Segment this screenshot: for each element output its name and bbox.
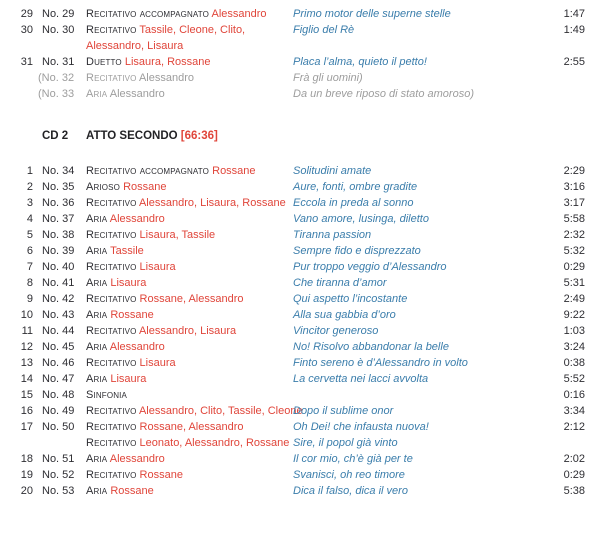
piece-title: Oh Dei! che infausta nuova!	[293, 421, 429, 433]
cd1-track-list	[0, 6, 585, 102]
genre-and-cast	[86, 179, 293, 195]
track-number: 8	[26, 277, 33, 289]
genre-label: Recitativo	[86, 325, 137, 337]
catalog-number: No. 44	[42, 325, 75, 337]
track-row	[0, 355, 585, 371]
piece-title: Sire, il popol già vinto	[293, 437, 398, 449]
cast-names-line2: Alessandro, Lisaura	[86, 40, 184, 52]
track-number: 6	[26, 245, 33, 257]
catalog-number: No. 53	[42, 485, 75, 497]
catalog-number: No. 46	[42, 357, 75, 369]
piece-title: Solitudini amate	[293, 165, 372, 177]
duration: 1:03	[563, 325, 585, 337]
genre-and-cast	[86, 86, 293, 102]
duration: 3:17	[563, 197, 585, 209]
genre-label: Recitativo	[86, 261, 137, 273]
genre-and-cast	[86, 54, 293, 70]
piece-title: Pur troppo veggio d’Alessandro	[293, 261, 447, 273]
catalog-number: No. 45	[42, 341, 75, 353]
track-row	[0, 259, 585, 275]
genre-label: Sinfonia	[86, 389, 127, 401]
genre-label: Recitativo accompagnato	[86, 165, 210, 177]
cast-names: Alessandro	[109, 453, 165, 465]
track-number: 16	[20, 405, 33, 417]
genre-label: Recitativo	[86, 405, 137, 417]
genre-and-cast	[86, 403, 303, 419]
duration: 2:29	[563, 165, 585, 177]
cd-label: CD 2	[42, 130, 69, 142]
track-number: 5	[26, 229, 33, 241]
genre-and-cast	[86, 6, 293, 22]
cast-names: Lisaura	[110, 373, 147, 385]
duration: 2:02	[563, 453, 585, 465]
genre-and-cast	[86, 22, 293, 54]
duration	[537, 86, 585, 102]
cast-names: Lisaura, Tassile	[139, 229, 216, 241]
duration: 1:47	[563, 8, 585, 20]
duration: 0:29	[563, 469, 585, 481]
catalog-number: No. 47	[42, 373, 75, 385]
piece-title: Eccola in preda al sonno	[293, 197, 414, 209]
track-number: 29	[20, 8, 33, 20]
genre-and-cast	[86, 307, 293, 323]
track-number: 3	[26, 197, 33, 209]
catalog-number: No. 30	[42, 24, 75, 36]
track-row	[0, 70, 585, 86]
genre-label: Recitativo	[86, 469, 137, 481]
duration: 5:38	[563, 485, 585, 497]
duration: 3:16	[563, 181, 585, 193]
genre-and-cast	[86, 339, 293, 355]
piece-title: Il cor mio, ch’è già per te	[293, 453, 413, 465]
cast-names: Lisaura	[110, 277, 147, 289]
cast-names: Rossane, Alessandro	[139, 421, 244, 433]
track-row	[0, 467, 585, 483]
duration: 5:58	[563, 213, 585, 225]
genre-and-cast	[86, 419, 293, 435]
piece-title: Tiranna passion	[293, 229, 372, 241]
genre-label: Recitativo	[86, 24, 137, 36]
track-number: 30	[20, 24, 33, 36]
genre-and-cast	[86, 243, 293, 259]
genre-label: Recitativo	[86, 293, 137, 305]
cast-names: Alessandro, Clito, Tassile, Cleone	[138, 405, 303, 417]
act-title-line	[86, 128, 585, 144]
cast-names: Rossane, Alessandro	[139, 293, 244, 305]
genre-label: Aria	[86, 373, 108, 385]
cast-names: Rossane	[110, 485, 154, 497]
catalog-number: No. 38	[42, 229, 75, 241]
piece-title	[293, 387, 537, 403]
track-row	[0, 195, 585, 211]
piece-title: Vincitor generoso	[293, 325, 379, 337]
genre-and-cast	[86, 275, 293, 291]
track-number: 4	[26, 213, 33, 225]
genre-label: Duetto	[86, 56, 122, 68]
track-row	[0, 6, 585, 22]
genre-label: Aria	[86, 245, 108, 257]
cast-names: Alessandro, Lisaura, Rossane	[138, 197, 286, 209]
genre-and-cast	[86, 70, 293, 86]
cast-names: Alessandro	[109, 213, 165, 225]
track-row	[0, 435, 585, 451]
catalog-number: No. 31	[42, 56, 75, 68]
act-duration: [66:36]	[180, 130, 218, 142]
track-row	[0, 387, 585, 403]
track-number: 31	[20, 56, 33, 68]
track-row	[0, 403, 585, 419]
genre-and-cast	[86, 291, 293, 307]
act-title: ATTO SECONDO	[86, 130, 178, 142]
genre-label: Aria	[86, 277, 108, 289]
catalog-number: No. 39	[42, 245, 75, 257]
piece-title: Alla sua gabbia d’oro	[293, 309, 396, 321]
track-number: 2	[26, 181, 33, 193]
catalog-number: No. 34	[42, 165, 75, 177]
duration: 0:16	[563, 389, 585, 401]
cast-names: Rossane	[110, 309, 154, 321]
track-row	[0, 483, 585, 499]
track-number: 11	[21, 325, 33, 337]
track-number	[0, 435, 33, 451]
track-number: 17	[20, 421, 33, 433]
genre-label: Aria	[86, 213, 108, 225]
track-row	[0, 291, 585, 307]
piece-title: Che tiranna d’amor	[293, 277, 387, 289]
track-row	[0, 179, 585, 195]
catalog-number: No. 49	[42, 405, 75, 417]
piece-title: Svanisci, oh reo timore	[293, 469, 405, 481]
genre-and-cast	[86, 259, 293, 275]
piece-title: Finto sereno è d’Alessandro in volto	[293, 357, 468, 369]
piece-title: Dica il falso, dica il vero	[293, 485, 408, 497]
genre-label: Aria	[86, 453, 108, 465]
track-row	[0, 419, 585, 435]
piece-title: La cervetta nei lacci avvolta	[293, 373, 429, 385]
cast-names: Lisaura	[139, 261, 176, 273]
track-number	[0, 86, 33, 102]
genre-label: Aria	[86, 309, 108, 321]
duration: 5:52	[563, 373, 585, 385]
catalog-number	[33, 435, 86, 451]
cast-names: Rossane	[212, 165, 256, 177]
track-row	[0, 371, 585, 387]
genre-label: Recitativo accompagnato	[86, 8, 210, 20]
genre-label: Aria	[86, 88, 108, 100]
catalog-number: No. 51	[42, 453, 75, 465]
catalog-number: No. 29	[42, 8, 75, 20]
genre-and-cast	[86, 195, 293, 211]
track-number: 13	[20, 357, 33, 369]
piece-title: Primo motor delle superne stelle	[293, 8, 451, 20]
piece-title: Sempre fido e disprezzato	[293, 245, 421, 257]
piece-title: Figlio del Rè	[293, 24, 355, 36]
genre-and-cast	[86, 371, 293, 387]
genre-and-cast	[86, 227, 293, 243]
catalog-number: No. 43	[42, 309, 75, 321]
piece-title: Dopo il sublime onor	[293, 405, 394, 417]
genre-and-cast	[86, 323, 293, 339]
genre-and-cast	[86, 483, 293, 499]
track-row	[0, 227, 585, 243]
piece-title: No! Risolvo abbandonar la belle	[293, 341, 449, 353]
duration: 2:32	[563, 229, 585, 241]
cast-names: Rossane	[123, 181, 167, 193]
piece-title: Qui aspetto l’incostante	[293, 293, 408, 305]
genre-label: Recitativo	[86, 421, 137, 433]
track-number: 1	[26, 165, 33, 177]
cast-names: Alessandro	[109, 341, 165, 353]
duration: 1:49	[563, 24, 585, 36]
track-row	[0, 323, 585, 339]
duration: 3:34	[563, 405, 585, 417]
track-number: 20	[20, 485, 33, 497]
track-number	[0, 70, 33, 86]
track-number: 14	[20, 373, 33, 385]
genre-label: Aria	[86, 341, 108, 353]
catalog-number: No. 52	[42, 469, 75, 481]
track-number: 7	[26, 261, 33, 273]
duration: 0:38	[563, 357, 585, 369]
duration: 5:31	[563, 277, 585, 289]
genre-label: Recitativo	[86, 357, 137, 369]
track-number: 19	[20, 469, 33, 481]
genre-label: Recitativo	[86, 197, 137, 209]
catalog-number: No. 36	[42, 197, 75, 209]
cast-names: Lisaura, Rossane	[124, 56, 211, 68]
track-row	[0, 86, 585, 102]
genre-label: Aria	[86, 485, 108, 497]
cast-names: Alessandro	[138, 72, 194, 84]
genre-and-cast	[86, 387, 293, 403]
track-row	[0, 339, 585, 355]
piece-title: Frà gli uomini)	[293, 72, 363, 84]
genre-and-cast	[86, 211, 293, 227]
genre-label: Arioso	[86, 181, 121, 193]
track-number: 10	[20, 309, 33, 321]
genre-label: Recitativo	[86, 229, 137, 241]
track-row	[0, 54, 585, 70]
track-row	[0, 275, 585, 291]
track-row	[0, 163, 585, 179]
catalog-number: No. 48	[42, 389, 75, 401]
piece-title: Aure, fonti, ombre gradite	[293, 181, 418, 193]
piece-title: Placa l’alma, quieto il petto!	[293, 56, 427, 68]
duration: 3:24	[563, 341, 585, 353]
track-number: 9	[26, 293, 33, 305]
track-row	[0, 22, 585, 54]
duration	[537, 70, 585, 86]
cast-names: Alessandro, Lisaura	[138, 325, 237, 337]
catalog-number: No. 50	[42, 421, 75, 433]
track-number: 18	[20, 453, 33, 465]
cast-names: Rossane	[139, 469, 183, 481]
cast-names: Alessandro	[211, 8, 267, 20]
catalog-number: (No. 32	[38, 72, 75, 84]
genre-and-cast	[86, 435, 293, 451]
track-row	[0, 211, 585, 227]
cast-names: Alessandro	[109, 88, 165, 100]
duration: 9:22	[563, 309, 585, 321]
piece-title: Da un breve riposo di stato amoroso)	[293, 88, 474, 100]
genre-label: Recitativo	[86, 437, 137, 449]
catalog-number: (No. 33	[38, 88, 75, 100]
genre-and-cast	[86, 451, 293, 467]
track-number: 12	[20, 341, 33, 353]
piece-title: Vano amore, lusinga, diletto	[293, 213, 429, 225]
cast-names: Leonato, Alessandro, Rossane	[139, 437, 290, 449]
catalog-number: No. 41	[42, 277, 75, 289]
track-row	[0, 243, 585, 259]
duration: 2:55	[563, 56, 585, 68]
genre-and-cast	[86, 163, 293, 179]
duration: 0:29	[563, 261, 585, 273]
genre-and-cast	[86, 355, 293, 371]
duration: 5:32	[563, 245, 585, 257]
duration: 2:49	[563, 293, 585, 305]
cast-names: Lisaura	[139, 357, 176, 369]
cast-names: Tassile, Cleone, Clito,	[139, 24, 246, 36]
track-row	[0, 307, 585, 323]
catalog-number: No. 37	[42, 213, 75, 225]
track-number: 15	[20, 389, 33, 401]
track-row	[0, 451, 585, 467]
catalog-number: No. 42	[42, 293, 75, 305]
cd2-track-list	[0, 163, 585, 499]
duration: 2:12	[563, 421, 585, 433]
cast-names: Tassile	[110, 245, 144, 257]
catalog-number: No. 35	[42, 181, 75, 193]
genre-and-cast	[86, 467, 293, 483]
cd2-header	[0, 128, 585, 144]
catalog-number: No. 40	[42, 261, 75, 273]
duration	[537, 435, 585, 451]
genre-label: Recitativo	[86, 72, 137, 84]
